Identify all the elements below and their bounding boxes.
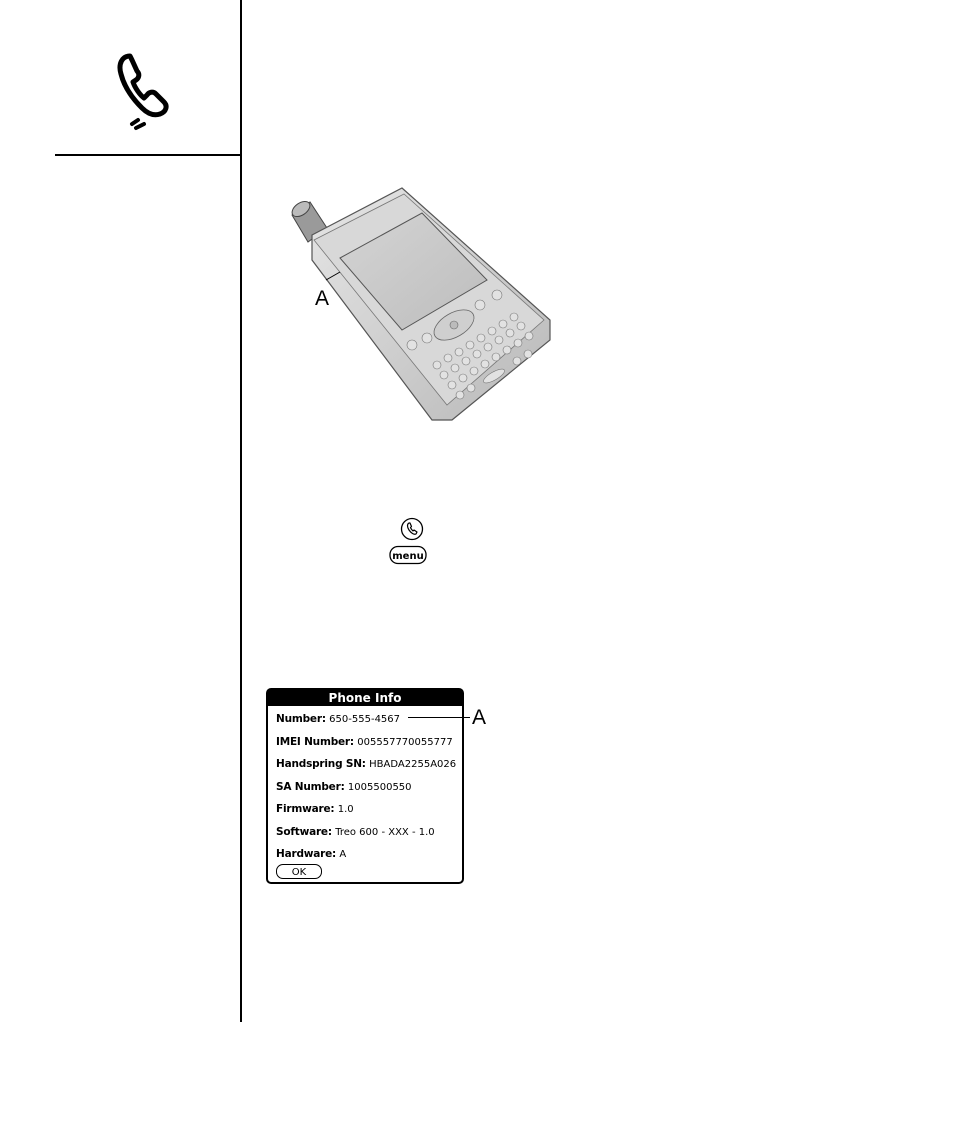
phone-handset-icon [108, 50, 180, 132]
number-callout-label: A [472, 706, 487, 729]
menu-button-icon [389, 545, 427, 565]
info-label: Hardware: [276, 848, 337, 860]
ok-button[interactable]: OK [276, 864, 322, 879]
margin-rule-horizontal [55, 154, 242, 156]
info-label: Handspring SN: [276, 758, 366, 770]
info-value: Treo 600 - XXX - 1.0 [335, 826, 435, 838]
info-value: A [339, 849, 347, 860]
dialog-title: Phone Info [268, 690, 462, 706]
info-label: Software: [276, 825, 332, 838]
info-label: IMEI Number: [276, 735, 354, 748]
info-label: Firmware: [276, 803, 335, 815]
info-row-sa-number [276, 780, 458, 803]
info-list [276, 712, 458, 870]
info-value: 1005500550 [347, 781, 412, 793]
info-row-software [276, 825, 458, 848]
info-row-imei [276, 735, 458, 758]
menu-button-label: menu [392, 551, 424, 562]
info-row-handspring-sn [276, 757, 458, 780]
info-label: Number: [276, 713, 326, 725]
number-callout-line [408, 717, 470, 718]
phone-button-icon [400, 517, 424, 541]
info-row-number [276, 712, 458, 735]
info-label: SA Number: [276, 780, 345, 793]
info-row-firmware [276, 802, 458, 825]
device-callout-label: A [315, 287, 330, 310]
info-value: HBADA2255A026 [369, 759, 457, 770]
info-value: 005557770055777 [357, 736, 453, 748]
info-value: 650-555-4567 [329, 714, 401, 725]
info-value: 1.0 [337, 804, 354, 815]
